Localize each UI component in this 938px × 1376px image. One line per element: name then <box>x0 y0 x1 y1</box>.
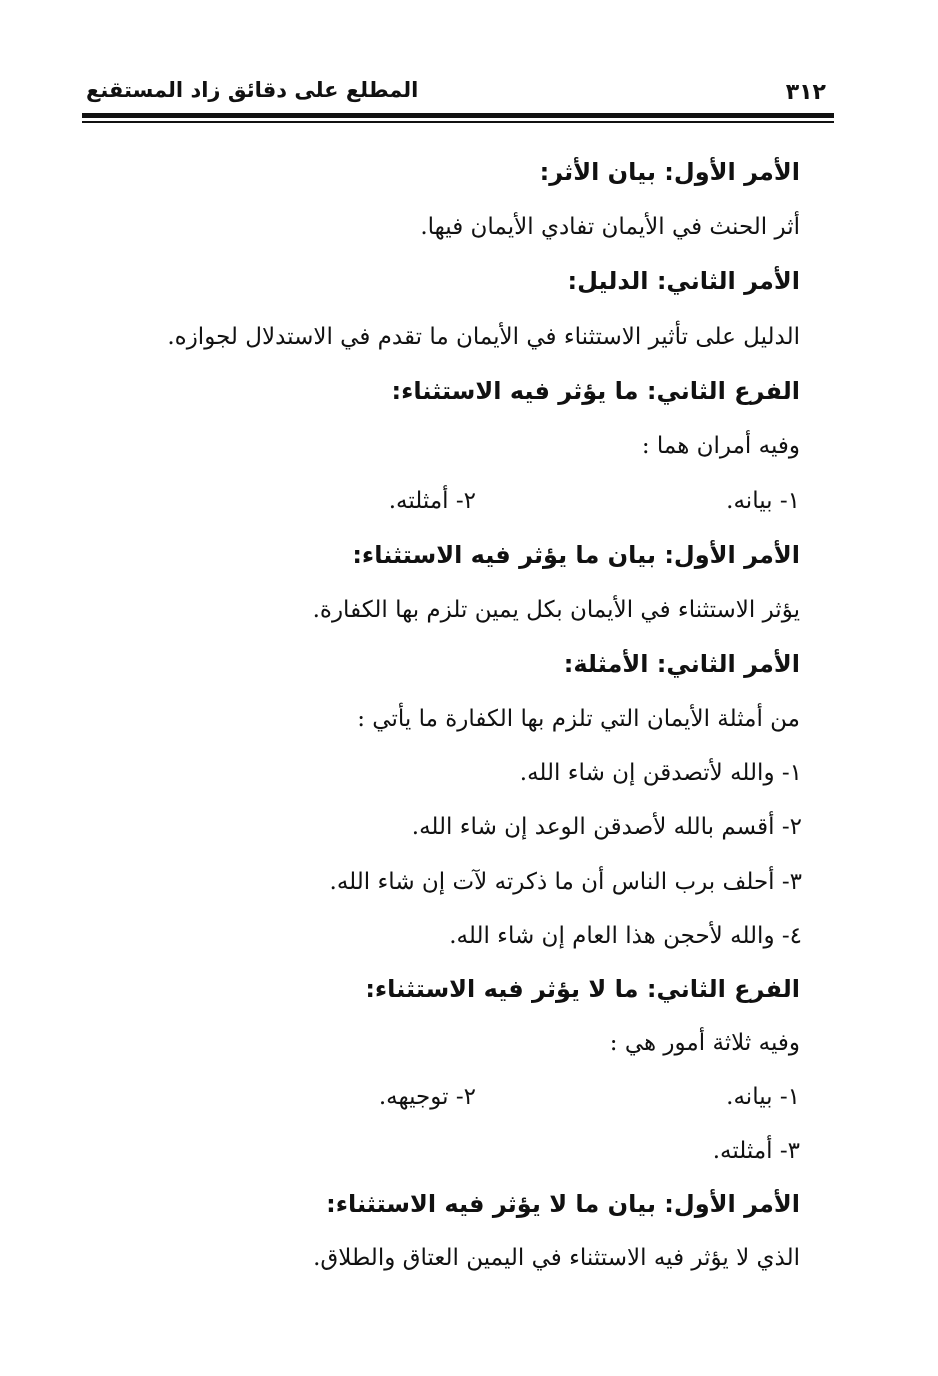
example-item: ٢- أقسم بالله لأصدقن الوعد إن شاء الله. <box>411 814 802 840</box>
section-heading: الأمر الأول: بيان ما لا يؤثر فيه الاستثناء: <box>326 1190 800 1218</box>
paragraph: وفيه أمران هما : <box>641 433 800 459</box>
section-heading: الأمر الأول: بيان ما يؤثر فيه الاستثناء: <box>352 541 800 569</box>
branch-heading: الفرع الثاني: ما لا يؤثر فيه الاستثناء: <box>365 975 800 1003</box>
paragraph: الدليل على تأثير الاستثناء في الأيمان ما تقدم في الاستدلال لجوازه. <box>167 324 800 350</box>
header-rule-thick <box>82 113 834 118</box>
example-item: ٤- والله لأحجن هذا العام إن شاء الله. <box>449 923 802 949</box>
list-item: ٣- أمثلته. <box>712 1138 800 1164</box>
paragraph: من أمثلة الأيمان التي تلزم بها الكفارة ما يأتي : <box>357 706 800 732</box>
example-item: ١- والله لأتصدقن إن شاء الله. <box>519 760 802 786</box>
list-item: ٢- توجيهه. <box>378 1084 476 1110</box>
book-title: المطلع على دقائق زاد المستقنع <box>86 78 419 102</box>
list-item: ١- بيانه. <box>726 1084 800 1110</box>
page-number: ٣١٢ <box>785 80 826 105</box>
paragraph: يؤثر الاستثناء في الأيمان بكل يمين تلزم بها الكفارة. <box>312 597 800 623</box>
paragraph: وفيه ثلاثة أمور هي : <box>609 1030 800 1056</box>
list-item: ١- بيانه. <box>726 488 800 514</box>
section-heading: الأمر الأول: بيان الأثر: <box>539 158 800 186</box>
header-rule-thin <box>82 121 834 123</box>
paragraph: أثر الحنث في الأيمان تفادي الأيمان فيها. <box>420 214 800 240</box>
example-item: ٣- أحلف برب الناس أن ما ذكرته لآت إن شاء الله. <box>329 869 802 895</box>
list-item: ٢- أمثلته. <box>388 488 476 514</box>
running-header <box>82 72 834 116</box>
section-heading: الأمر الثاني: الدليل: <box>567 267 800 295</box>
paragraph: الذي لا يؤثر فيه الاستثناء في اليمين العتاق والطلاق. <box>313 1245 800 1271</box>
section-heading: الأمر الثاني: الأمثلة: <box>563 650 800 678</box>
branch-heading: الفرع الثاني: ما يؤثر فيه الاستثناء: <box>391 377 800 405</box>
